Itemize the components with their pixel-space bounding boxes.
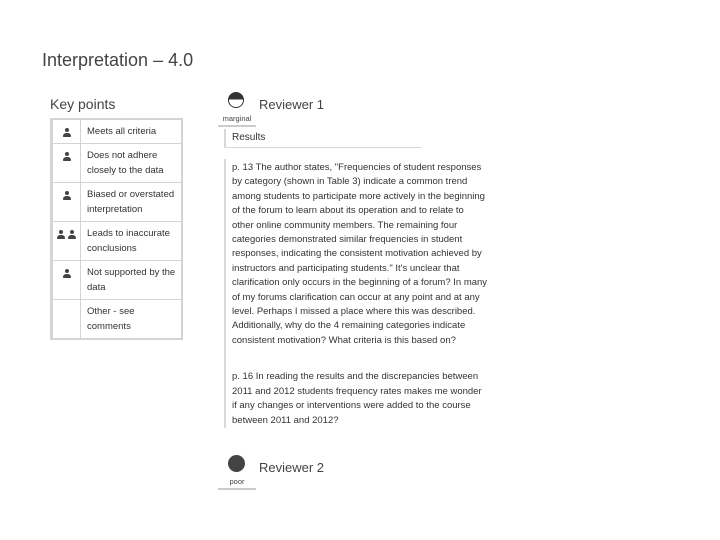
rating-marginal-badge — [218, 89, 256, 127]
person-icon — [62, 191, 71, 200]
key-point-text: Other - see comments — [87, 306, 135, 332]
rating-label: marginal — [222, 114, 252, 123]
key-point-row — [53, 222, 181, 261]
person-icon — [57, 230, 66, 239]
person-icon — [68, 230, 77, 239]
reviewer-1-comments — [224, 159, 488, 428]
key-point-icon-cell — [53, 261, 81, 299]
filled-circle-icon — [228, 455, 245, 472]
person-icon — [62, 128, 71, 137]
key-point-text: Meets all criteria — [87, 126, 157, 137]
key-point-text: Does not adhere closely to the data — [87, 150, 164, 176]
key-point-row — [53, 120, 181, 144]
reviewer-1-name: Reviewer 1 — [259, 97, 325, 112]
key-point-icon-cell — [53, 183, 81, 221]
reviewer-2-name: Reviewer 2 — [259, 460, 325, 475]
key-point-icon-cell — [53, 222, 81, 260]
key-point-text: Biased or overstated interpretation — [87, 189, 175, 215]
key-point-row — [53, 261, 181, 300]
rating-poor-badge — [218, 452, 256, 490]
key-point-row — [53, 183, 181, 222]
key-point-icon-cell — [53, 300, 81, 338]
key-point-icon-cell — [53, 120, 81, 143]
key-points-heading: Key points — [50, 96, 116, 112]
key-point-row — [53, 144, 181, 183]
key-point-text: Leads to inaccurate conclusions — [87, 228, 170, 254]
key-point-text: Not supported by the data — [87, 267, 176, 293]
half-filled-circle-icon — [228, 92, 244, 108]
person-icon — [62, 152, 71, 161]
key-point-icon-cell — [53, 144, 81, 182]
page-title: Interpretation – 4.0 — [42, 50, 194, 70]
section-results-label: Results — [224, 129, 422, 148]
review-comment: p. 13 The author states, "Frequencies of student responses by category (shown in Table 3) indicate a common trend among students to participate more actively in the beginning of the forum to learn about its operation and to relate to other online community members. The remaining four categories demonstrated similar frequencies in student responses, indicating the consistent motivation achieved by instructors and participating students." It's unclear that clarification only occurs in the beginning of a forum? In many of my forums clarification can occur at any point and at any level. Perhaps I missed a place where this was described. Additionally, why do the 4 remaining categories indicate consistent motivation? What criteria is this based on? — [232, 162, 488, 346]
rating-label: poor — [229, 477, 245, 486]
key-points-table — [50, 118, 183, 340]
review-comment: p. 16 In reading the results and the discrepancies between 2011 and 2012 students frequency rates makes me wonder if any changes or interventions were added to the course between 2011 and 2012? — [232, 371, 482, 426]
key-point-row — [53, 300, 181, 338]
person-icon — [62, 269, 71, 278]
